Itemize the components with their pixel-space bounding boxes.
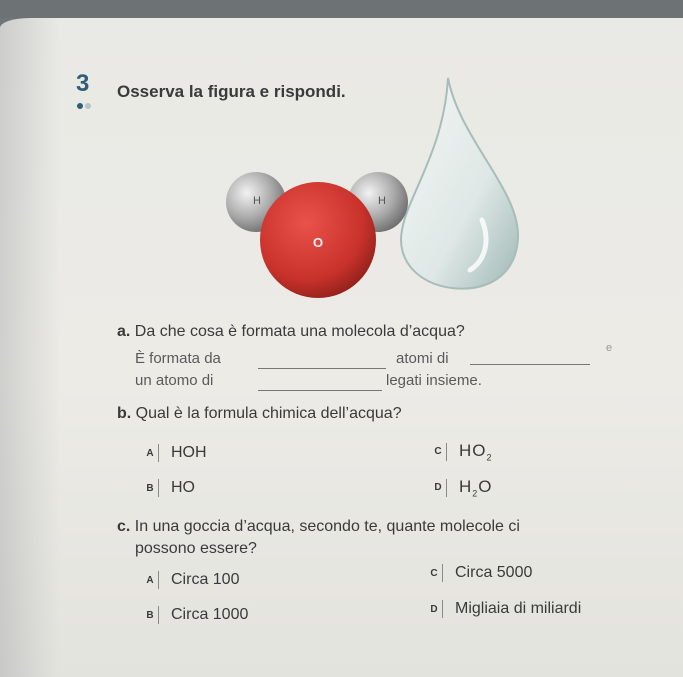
formula-ho2: $HO_2$ (459, 441, 493, 463)
option-letter: C (426, 564, 443, 582)
question-b-text: Qual è la formula chimica dell’acqua? (135, 405, 402, 422)
difficulty-dot-full (77, 103, 83, 109)
option-c-d[interactable] (426, 600, 581, 618)
option-c-b[interactable] (142, 606, 248, 624)
question-c-letter: c. (117, 518, 131, 535)
question-a-letter: a. (117, 323, 131, 340)
option-b-a[interactable] (142, 444, 207, 462)
question-c (117, 518, 520, 536)
option-b-c[interactable] (430, 441, 493, 462)
option-c-a[interactable] (142, 571, 239, 589)
difficulty-indicator (77, 96, 93, 114)
formula-h2o: $H_2O$ (459, 477, 493, 499)
hydrogen-left-label: H (253, 195, 261, 207)
option-text: HOH (171, 444, 207, 461)
exercise-number: 3 (76, 70, 90, 97)
fill-line2-end: legati insieme. (386, 372, 482, 389)
option-letter: B (142, 479, 159, 497)
option-text: Migliaia di miliardi (455, 600, 582, 617)
option-text: Circa 5000 (455, 564, 533, 581)
option-b-b[interactable] (142, 479, 195, 497)
option-letter: C (430, 443, 447, 461)
option-c-c[interactable] (426, 564, 532, 582)
blank-field[interactable] (470, 364, 590, 365)
water-drop-shape (401, 78, 518, 289)
question-c-text-line2: possono essere? (135, 540, 257, 557)
blank-field[interactable] (258, 368, 386, 369)
exercise-title: Osserva la figura e rispondi. (117, 82, 346, 101)
page-shadow (0, 18, 60, 677)
question-c-text-line1: In una goccia d’acqua, secondo te, quante molecole ci (134, 518, 520, 535)
option-letter: D (426, 600, 443, 618)
hydrogen-right-label: H (378, 195, 386, 207)
water-molecule-figure (220, 70, 540, 310)
option-text: HO (171, 479, 195, 496)
question-b-letter: b. (117, 405, 132, 422)
fill-line1-mid: atomi di (396, 350, 449, 367)
option-letter: D (430, 479, 447, 497)
option-text: Circa 100 (171, 571, 240, 588)
oxygen-label: O (313, 235, 324, 250)
fill-line2-start: un atomo di (135, 372, 214, 389)
question-a (117, 323, 465, 341)
fill-line1-end: e (606, 342, 613, 354)
question-a-text: Da che cosa è formata una molecola d’acqua? (134, 323, 465, 340)
fill-line1-start: È formata da (135, 350, 221, 367)
option-b-d[interactable] (430, 477, 493, 498)
option-text: Circa 1000 (171, 606, 249, 623)
option-letter: A (142, 444, 159, 462)
option-letter: A (142, 571, 159, 589)
difficulty-dot-empty (85, 103, 91, 109)
blank-field[interactable] (258, 390, 382, 391)
option-letter: B (142, 606, 159, 624)
question-b (117, 405, 402, 423)
